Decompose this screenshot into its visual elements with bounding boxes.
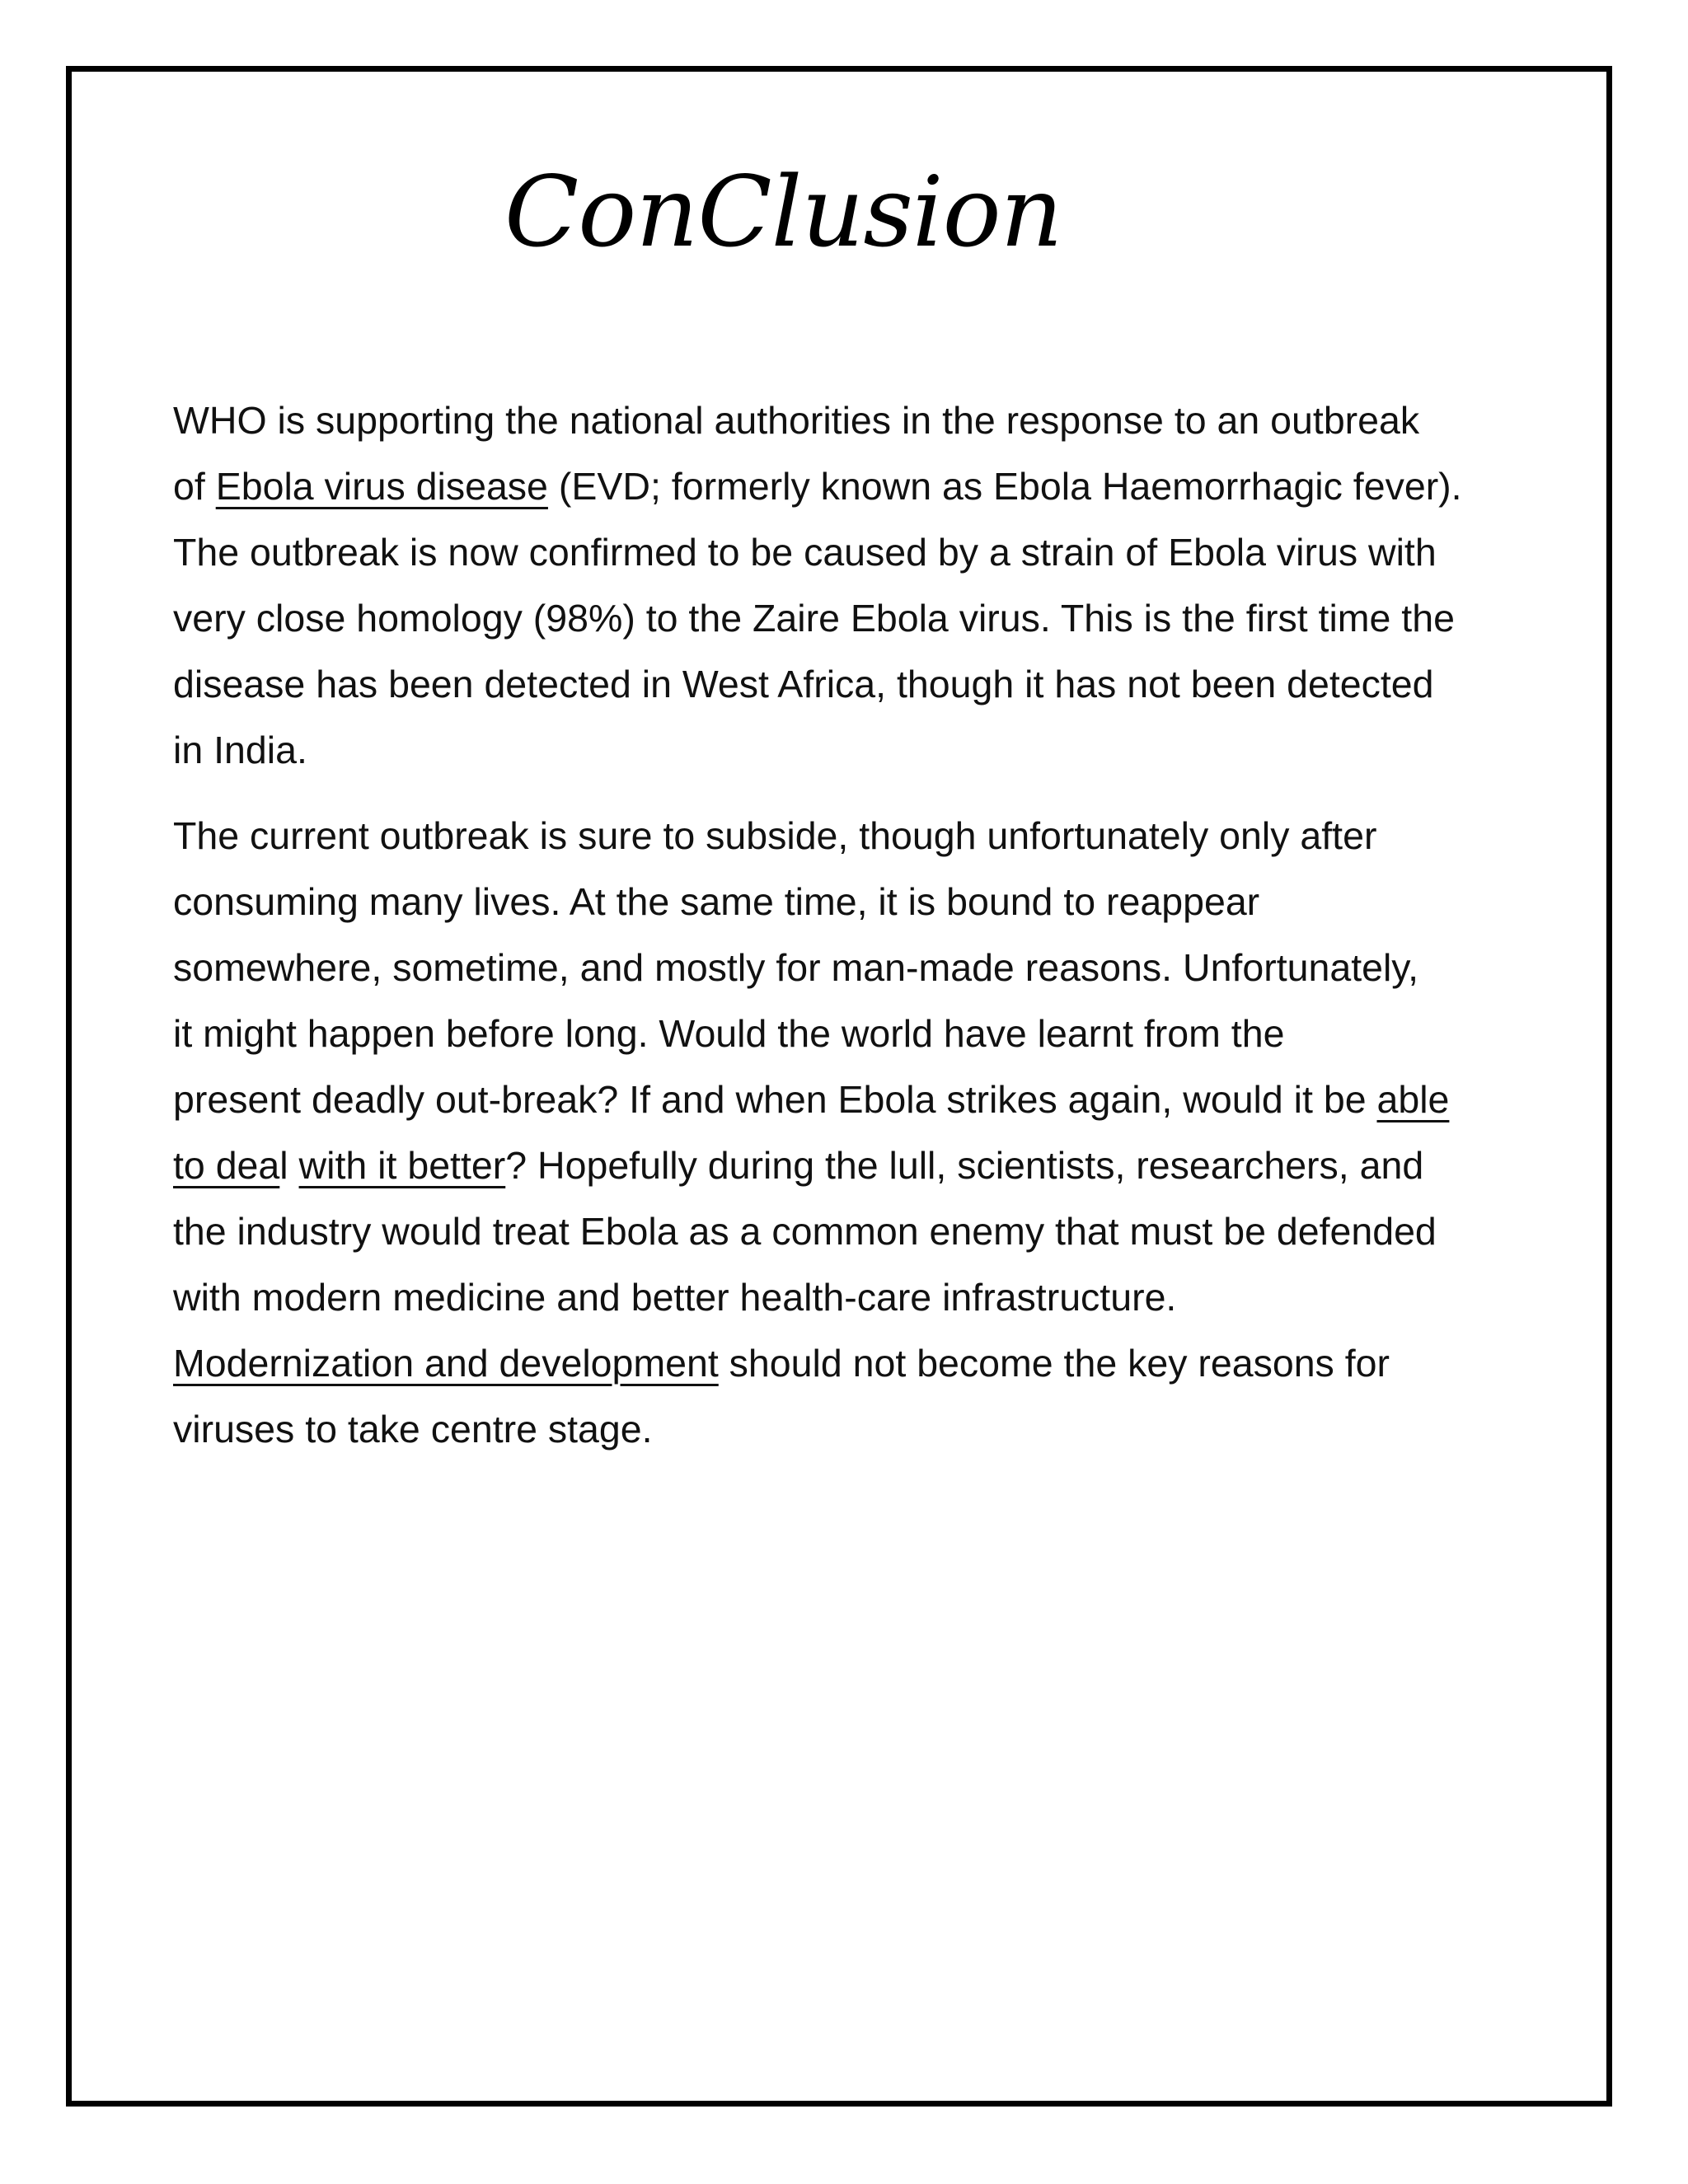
underlined-phrase: Modernization and development xyxy=(173,1342,719,1385)
text-line xyxy=(173,1198,1615,1264)
text-line xyxy=(173,651,1615,717)
text-run: (EVD; formerly known as Ebola Haemorrhagic fever). xyxy=(547,465,1462,508)
text-line xyxy=(173,869,1615,935)
text-line xyxy=(173,935,1615,1001)
text-run: consuming many lives. At the same time, it is bound to reappear xyxy=(173,880,1260,923)
text-run: the industry would treat Ebola as a common enemy that must be defended xyxy=(173,1210,1437,1253)
body-text xyxy=(173,387,1615,1482)
paragraph-2 xyxy=(173,803,1615,1462)
text-run: somewhere, sometime, and mostly for man-made reasons. Unfortunately, xyxy=(173,946,1419,989)
text-run: very close homology (98%) to the Zaire Ebola virus. This is the first time the xyxy=(173,597,1455,640)
underlined-phrase: Ebola virus disease xyxy=(215,465,548,508)
text-run: present deadly out-break? If and when Ebola strikes again, would it be xyxy=(173,1078,1377,1121)
text-run: ? Hopefully during the lull, scientists, researchers, and xyxy=(505,1144,1424,1187)
text-line xyxy=(173,585,1615,651)
text-line xyxy=(173,717,1615,783)
underlined-phrase: to dea xyxy=(173,1144,280,1187)
text-line xyxy=(173,1264,1615,1330)
text-run: disease has been detected in West Africa, though it has not been detected xyxy=(173,663,1434,705)
text-line xyxy=(173,1001,1615,1066)
text-line xyxy=(173,1396,1615,1462)
text-run: WHO is supporting the national authorities in the response to an outbreak xyxy=(173,399,1420,442)
text-line xyxy=(173,387,1615,453)
underlined-phrase: able xyxy=(1376,1078,1450,1121)
page-title: ConClusion xyxy=(504,155,1062,269)
text-line xyxy=(173,1132,1615,1198)
text-run: should not become the key reasons for xyxy=(718,1342,1390,1385)
text-run: l xyxy=(279,1144,299,1187)
text-line xyxy=(173,803,1615,869)
text-run: of xyxy=(173,465,216,508)
text-run: in India. xyxy=(173,729,307,771)
text-line xyxy=(173,1330,1615,1396)
text-line xyxy=(173,519,1615,585)
paragraph-1 xyxy=(173,387,1615,783)
text-run: The outbreak is now confirmed to be caused by a strain of Ebola virus with xyxy=(173,531,1437,574)
text-run: viruses to take centre stage. xyxy=(173,1408,653,1451)
text-run: it might happen before long. Would the world have learnt from the xyxy=(173,1012,1285,1055)
text-run: with modern medicine and better health-care infrastructure. xyxy=(173,1276,1177,1319)
text-line xyxy=(173,453,1615,519)
text-run: The current outbreak is sure to subside, though unfortunately only after xyxy=(173,814,1377,857)
underlined-phrase: with it better xyxy=(298,1144,506,1187)
text-line xyxy=(173,1066,1615,1132)
